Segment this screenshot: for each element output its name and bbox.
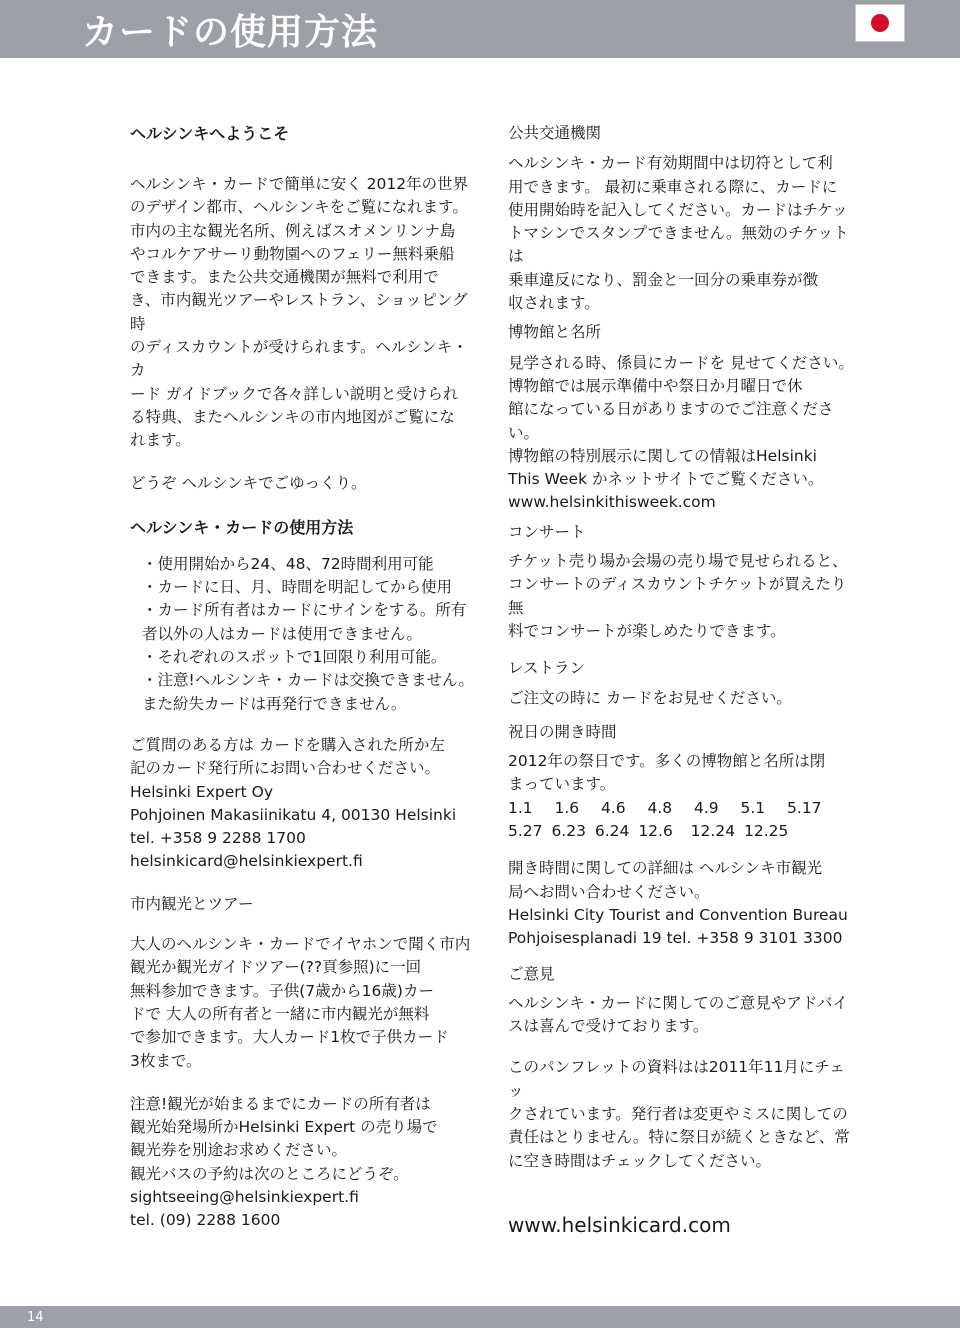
flag-red-disc [871,14,889,32]
museums-heading: 博物館と名所 [508,323,602,342]
museums-body: 見学される時、係員にカードを 見せてください。 博物館では展示準備中や祭日か月曜日で休 館になっている日がありますのでご注意ください。 博物館の特別展示に関しての情報はHelsinki This Week かネットサイトでご覧ください。 www.helsinkithisweek.com [508,353,854,512]
website-link[interactable]: www.helsinkicard.com [508,1212,731,1237]
disclaimer: このパンフレットの資料はは2011年11月にチェッ クされています。発行者は変更やミスに関しての 責任はとりません。特に祭日が続くときなど、常 に空き時間はチェックしてください。 [508,1058,850,1170]
welcome-body: ヘルシンキ・カードで簡単に安く 2012年の世界 のデザイン都市、ヘルシンキをご覧になれます。 市内の主な観光名所、例えばスオメンリンナ島 やコルケアサーリ動物園へのフェリー無料乗船 できます。また公共交通機関が無料で利用で き、市内観光ツアーやレストラン、ショッピング時 のディスカウントが受けられます。ヘルシンキ・カ ード ガイドブックで各々詳しい説明と受けられ る特典、またヘルシンキの市内地図がご覧にな れます。 [130,175,469,450]
left-column [130,120,480,1233]
holiday-dates-row-2: 5.27 6.23 6.24 12.6 12.24 12.25 [508,822,789,841]
concert-body: チケット売り場か会場の売り場で見せられると、 コンサートのディスカウントチケットが買えたり 無 料でコンサートが楽しめたりできます。 [508,552,848,640]
concert-heading: コンサート [508,522,586,541]
page-title: カードの使用方法 [82,12,379,53]
holiday-body: 2012年の祭日です。多くの博物館と名所は閉 まっています。 [508,752,826,794]
usage-heading: ヘルシンキ・カードの使用方法 [130,517,354,537]
footer-bar [0,1306,960,1328]
holiday-heading: 祝日の開き時間 [508,722,617,741]
right-column [508,120,860,1238]
feedback-body: ヘルシンキ・カードに関してのご意見やアドバイ スは喜んで受けております。 [508,993,848,1036]
usage-list: ・使用開始から24、48、72時間利用可能 ・カードに日、月、時間を明記してから使用 ・カード所有者はカードにサインをする。所有 者以外の人はカードは使用できません。 ・それぞれのスポットで1回限り利用可能。 ・注意!ヘルシンキ・カードは交換できません。 また紛失カードは再発行できません。 [142,554,474,713]
transport-body: ヘルシンキ・カード有効期間中は切符として利 用できます。 最初に乗車される際に、カードに 使用開始時を記入してください。カードはチケッ トマシンでスタンプできません。無効のチケットは 乗車違反になり、罰金と一回分の乗車券が徴 収されます。 [508,154,849,313]
page-number: 14 [27,1310,44,1325]
japan-flag-icon [855,4,905,42]
contact-info: ご質問のある方は カードを購入された所か左 記のカード発行所にお問い合わせください。 Helsinki Expert Oy Pohjoinen Makasiinikatu 4, 00130 Helsinki tel. +358 9 2288 1700 helsinkicard@helsinkiexpert.fi [130,735,457,871]
holiday-dates-row-1: 1.1 1.6 4.6 4.8 4.9 5.1 5.17 [508,798,822,817]
transport-heading: 公共交通機関 [508,124,602,142]
opening-info: 開き時間に関しての詳細は ヘルシンキ市観光 局へお問い合わせください。 Helsinki City Tourist and Convention Bureau Pohjoisesplanadi 19 tel. +358 9 3101 3300 [508,859,848,948]
feedback-heading: ご意見 [508,964,555,983]
tours-heading: 市内観光とツアー [130,894,254,913]
restaurant-body: ご注文の時に カードをお見せください。 [508,688,792,707]
restaurant-heading: レストラン [508,659,586,678]
tours-note: 注意!観光が始まるまでにカードの所有者は 観光始発場所かHelsinki Expert の売り場で 観光券を別途お求めください。 観光バスの予約は次のところにどうぞ。 sightseeing@helsinkiexpert.fi tel. (09) 2288 1600 [130,1094,438,1230]
welcome-heading: ヘルシンキへようこそ [130,124,290,143]
welcome-closing: どうぞ ヘルシンキでごゆっくり。 [130,473,367,492]
tours-body: 大人のヘルシンキ・カードでイヤホンで聞く市内 観光か観光ガイドツアー(??頁参照)に一回 無料参加できます。子供(7歳から16歳)カー ドで 大人の所有者と一緒に市内観光が無料 で参加できます。大人カード1枚で子供カード 3枚まで。 [130,935,471,1070]
